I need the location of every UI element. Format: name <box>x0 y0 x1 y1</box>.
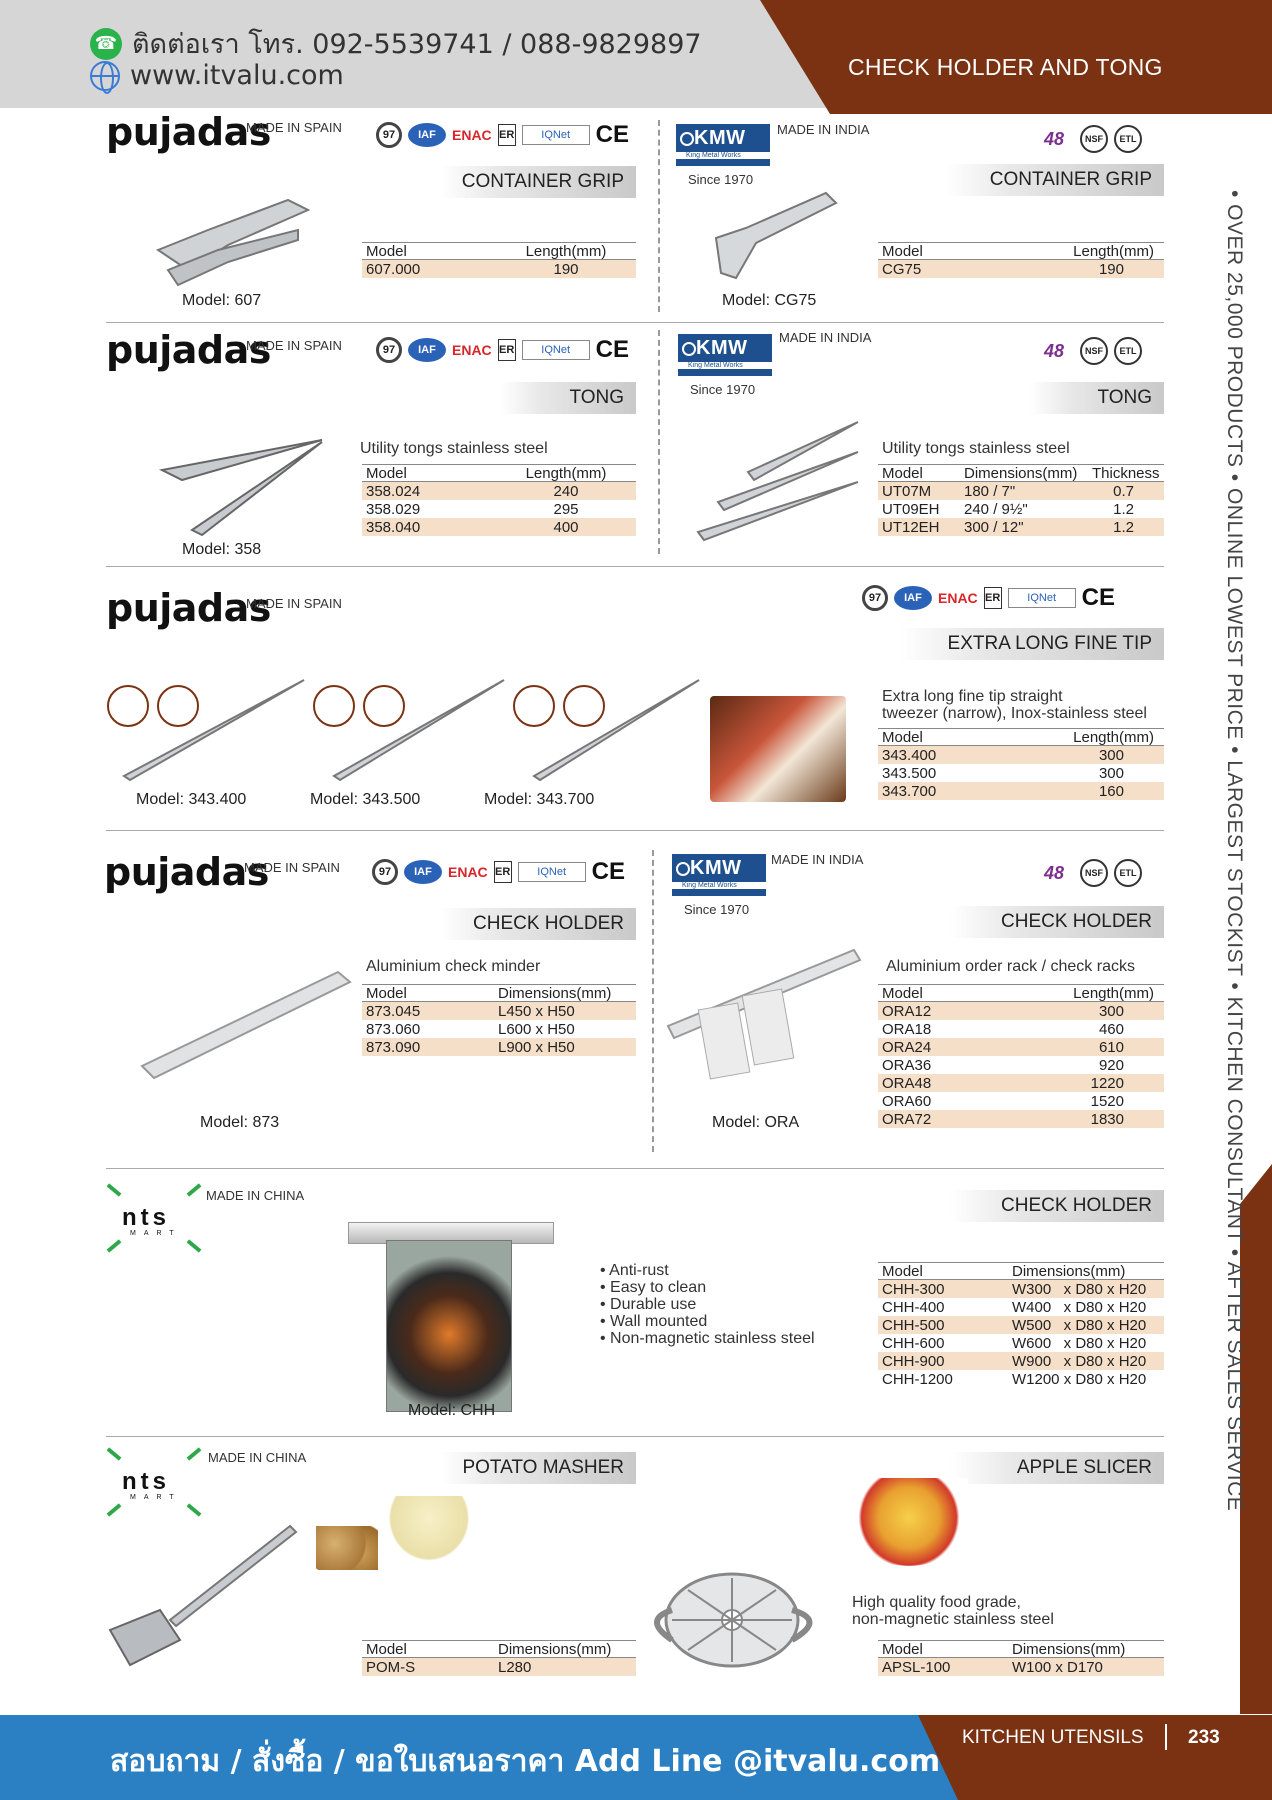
table-row: 607.000 190 <box>362 260 636 278</box>
cert-enac-icon: ENAC <box>452 342 492 358</box>
table-row: CHH-1200 W1200 x D80 x H20 <box>882 1370 1147 1388</box>
spec-table <box>878 1640 1164 1676</box>
mashed-potato-photo <box>380 1496 478 1570</box>
since-label: Since 1970 <box>688 172 754 187</box>
product-description: Utility tongs stainless steel <box>882 440 1070 457</box>
spec-table <box>878 728 1164 800</box>
sidebar-slogan: • OVER 25,000 PRODUCTS • ONLINE LOWEST PRICE • LARGEST STOCKIST • KITCHEN CONSULTANT • AFTER SALES SERVICE <box>1223 190 1246 1512</box>
footer-divider <box>1165 1724 1167 1750</box>
table-row: ORA60 1520 <box>882 1092 1124 1110</box>
table-header: Model Dimensions(mm) <box>878 1640 1164 1658</box>
model-caption: Model: 873 <box>200 1114 280 1131</box>
table-row: 358.024 240 <box>362 482 636 500</box>
category-label: CHECK HOLDER <box>950 1190 1164 1222</box>
order-rack-image <box>664 946 864 1086</box>
phone-icon: ☎ <box>90 28 122 60</box>
model-caption: Model: 343.500 <box>310 791 421 808</box>
category-label: CONTAINER GRIP <box>946 164 1164 196</box>
cert-er-icon: ER <box>498 339 516 361</box>
table-row: 343.400 300 <box>878 746 1164 764</box>
cert-48-years-icon: 48 <box>1043 128 1065 149</box>
made-in-spain-label: MADE IN SPAIN <box>246 120 342 135</box>
cert-iqnet-icon: IQNet <box>522 125 590 145</box>
table-row: ORA24 610 <box>878 1038 1164 1056</box>
product-description: tweezer (narrow), Inox-stainless steel <box>882 705 1147 722</box>
spec-table <box>878 1262 1164 1388</box>
check-minder-image <box>138 966 358 1086</box>
cert-ce-icon: CE <box>591 858 626 885</box>
category-label: TONG <box>500 382 636 414</box>
table-row: POM-S L280 <box>362 1658 636 1676</box>
table-row: CHH-300 W300 x D80 x H20 <box>878 1280 1164 1298</box>
table-row: 358.040 400 <box>362 518 636 536</box>
column-divider <box>652 850 654 1152</box>
header-phone[interactable] <box>90 22 702 65</box>
category-label: TONG <box>1030 382 1164 414</box>
cert-er-icon: ER <box>498 124 516 146</box>
phone-text: ติดต่อเรา โทร. 092-5539741 / 088-9829897 <box>132 29 702 60</box>
header-website[interactable] <box>90 60 344 91</box>
cert-48-years-icon: 48 <box>1043 340 1065 361</box>
table-row: CG75 190 <box>878 260 1164 278</box>
cert-er-icon: ER <box>494 861 512 883</box>
category-label: CONTAINER GRIP <box>440 166 636 198</box>
table-row: ORA48 1220 <box>878 1074 1164 1092</box>
cert-logos <box>372 858 625 886</box>
spec-table <box>362 984 636 1056</box>
cert-logos <box>376 121 629 149</box>
table-header: Model Dimensions(mm) Thickness <box>878 464 1164 482</box>
table-row: 873.060 L600 x H50 <box>366 1020 575 1038</box>
made-in-spain-label: MADE IN SPAIN <box>246 596 342 611</box>
feature-item: • Anti-rust <box>600 1262 669 1279</box>
sliced-apple-photo <box>850 1478 968 1566</box>
spec-table <box>362 464 636 536</box>
pujadas-logo: pujadas <box>106 328 271 372</box>
footer-contact[interactable]: สอบถาม / สั่งซื้อ / ขอใบเสนอราคา Add Line @itvalu.com <box>110 1744 941 1779</box>
made-in-china-label: MADE IN CHINA <box>208 1450 307 1465</box>
product-description: Aluminium check minder <box>366 958 541 975</box>
column-divider <box>658 120 660 312</box>
product-description: Extra long fine tip straight <box>882 688 1063 705</box>
table-header: Model Length(mm) <box>362 464 636 482</box>
kmw-logo: KMW King Metal Works <box>678 334 772 376</box>
table-row: UT12EH 300 / 12" 1.2 <box>878 518 1164 536</box>
spec-table <box>362 242 636 278</box>
table-row: 873.045 L450 x H50 <box>362 1002 636 1020</box>
container-grip-image <box>148 190 318 290</box>
kmw-logo: KMW King Metal Works <box>672 854 766 896</box>
table-header: Model Length(mm) <box>362 242 636 260</box>
spec-table <box>878 464 1164 536</box>
model-caption: Model: CHH <box>408 1402 496 1419</box>
tweezer-images <box>104 676 710 786</box>
table-row: APSL-100 W100 x D170 <box>878 1658 1164 1676</box>
feature-item: • Non-magnetic stainless steel <box>600 1330 815 1347</box>
cert-48-years-icon: 48 <box>1043 862 1065 883</box>
cert-ce-icon: CE <box>1081 584 1116 611</box>
feature-item: • Easy to clean <box>600 1279 707 1296</box>
apple-slicer-image <box>652 1550 832 1680</box>
table-header: Model Length(mm) <box>878 242 1164 260</box>
cert-iaf-icon: IAF <box>404 860 442 884</box>
website-text: www.itvalu.com <box>130 60 344 91</box>
model-caption: Model: 343.400 <box>136 791 247 808</box>
cert-etl-icon: ETL <box>1114 125 1142 153</box>
cert-iqnet-icon: IQNet <box>522 340 590 360</box>
container-grip-image <box>706 188 846 288</box>
table-header: Model Dimensions(mm) <box>878 1262 1164 1280</box>
cert-iaf-icon: IAF <box>408 123 446 147</box>
made-in-india-label: MADE IN INDIA <box>771 852 864 867</box>
pujadas-logo: pujadas <box>106 586 271 630</box>
spec-table <box>878 984 1164 1128</box>
cert-iaf-icon: IAF <box>894 586 932 610</box>
product-description: non-magnetic stainless steel <box>852 1611 1054 1628</box>
tong-image <box>152 430 332 540</box>
made-in-spain-label: MADE IN SPAIN <box>246 338 342 353</box>
table-header: Model Dimensions(mm) <box>362 984 636 1002</box>
section-divider <box>106 830 1164 831</box>
cert-logos <box>1034 336 1142 366</box>
table-row: ORA18 460 <box>882 1020 1124 1038</box>
nts-logo: nts MART <box>106 1450 202 1520</box>
cert-ce-icon: CE <box>595 336 630 363</box>
cert-enac-icon: ENAC <box>938 590 978 606</box>
cert-etl-icon: ETL <box>1114 859 1142 887</box>
table-row: CHH-400 W400 x D80 x H20 <box>882 1298 1147 1316</box>
cert-iqnet-icon: IQNet <box>1008 588 1076 608</box>
table-row: CHH-600 W600 x D80 x H20 <box>882 1334 1147 1352</box>
model-caption: Model: 607 <box>182 292 262 309</box>
spec-table <box>878 242 1164 278</box>
made-in-spain-label: MADE IN SPAIN <box>244 860 340 875</box>
table-row: ORA72 1830 <box>878 1110 1164 1128</box>
table-row: ORA12 300 <box>878 1002 1164 1020</box>
product-description: High quality food grade, <box>852 1594 1021 1611</box>
made-in-china-label: MADE IN CHINA <box>206 1188 305 1203</box>
cert-97-icon: 97 <box>862 585 888 611</box>
since-label: Since 1970 <box>684 902 750 917</box>
table-row: CHH-900 W900 x D80 x H20 <box>878 1352 1164 1370</box>
potatoes-photo <box>316 1526 378 1570</box>
cert-nsf-icon: NSF <box>1080 125 1108 153</box>
table-row: UT07M 180 / 7" 0.7 <box>878 482 1164 500</box>
cert-97-icon: 97 <box>376 122 402 148</box>
table-row: UT09EH 240 / 9½" 1.2 <box>882 500 1134 518</box>
model-caption: Model: ORA <box>712 1114 800 1131</box>
model-caption: Model: 358 <box>182 541 262 558</box>
plated-dessert-photo <box>710 696 846 802</box>
page-title: CHECK HOLDER AND TONG <box>848 54 1163 80</box>
spec-table <box>362 1640 636 1676</box>
globe-icon <box>90 61 120 91</box>
menu-card-photo <box>386 1240 512 1412</box>
category-label: POTATO MASHER <box>440 1452 636 1484</box>
table-header: Model Length(mm) <box>878 984 1164 1002</box>
cert-etl-icon: ETL <box>1114 337 1142 365</box>
cert-ce-icon: CE <box>595 121 630 148</box>
cert-nsf-icon: NSF <box>1080 859 1108 887</box>
made-in-india-label: MADE IN INDIA <box>777 122 870 137</box>
column-divider <box>658 330 660 554</box>
potato-masher-image <box>100 1520 300 1670</box>
table-row: ORA36 920 <box>882 1056 1124 1074</box>
section-divider <box>106 322 1164 323</box>
pujadas-logo: pujadas <box>106 110 271 154</box>
cert-enac-icon: ENAC <box>448 864 488 880</box>
cert-iqnet-icon: IQNet <box>518 862 586 882</box>
cert-97-icon: 97 <box>372 859 398 885</box>
made-in-india-label: MADE IN INDIA <box>779 330 872 345</box>
table-row: 358.029 295 <box>366 500 579 518</box>
table-header: Model Length(mm) <box>878 728 1164 746</box>
feature-item: • Wall mounted <box>600 1313 708 1330</box>
kmw-logo: KMW King Metal Works <box>676 124 770 166</box>
feature-item: • Durable use <box>600 1296 697 1313</box>
table-row: CHH-500 W500 x D80 x H20 <box>878 1316 1164 1334</box>
table-row: 343.700 160 <box>878 782 1164 800</box>
cert-logos <box>862 584 1115 612</box>
product-description: Aluminium order rack / check racks <box>886 958 1135 975</box>
footer-section-label: KITCHEN UTENSILS <box>962 1727 1144 1748</box>
category-label: CHECK HOLDER <box>440 908 636 940</box>
table-header: Model Dimensions(mm) <box>362 1640 636 1658</box>
cert-iaf-icon: IAF <box>408 338 446 362</box>
since-label: Since 1970 <box>690 382 756 397</box>
cert-er-icon: ER <box>984 587 1002 609</box>
category-label: APPLE SLICER <box>950 1452 1164 1484</box>
model-caption: Model: CG75 <box>722 292 817 309</box>
category-label: EXTRA LONG FINE TIP <box>900 628 1164 660</box>
nts-logo: nts MART <box>106 1186 202 1256</box>
cert-logos <box>376 336 629 364</box>
cert-97-icon: 97 <box>376 337 402 363</box>
category-label: CHECK HOLDER <box>950 906 1164 938</box>
cert-nsf-icon: NSF <box>1080 337 1108 365</box>
page-number: 233 <box>1188 1727 1220 1748</box>
cert-logos <box>1034 858 1142 888</box>
section-divider <box>106 1168 1164 1169</box>
product-description: Utility tongs stainless steel <box>360 440 548 457</box>
cert-logos <box>1034 124 1142 154</box>
section-divider <box>106 566 1164 567</box>
model-caption: Model: 343.700 <box>484 791 595 808</box>
table-row: 343.500 300 <box>882 764 1124 782</box>
pujadas-logo: pujadas <box>104 850 269 894</box>
tong-set-image <box>688 412 868 552</box>
table-row: 873.090 L900 x H50 <box>362 1038 636 1056</box>
cert-enac-icon: ENAC <box>452 127 492 143</box>
section-divider <box>106 1436 1164 1437</box>
